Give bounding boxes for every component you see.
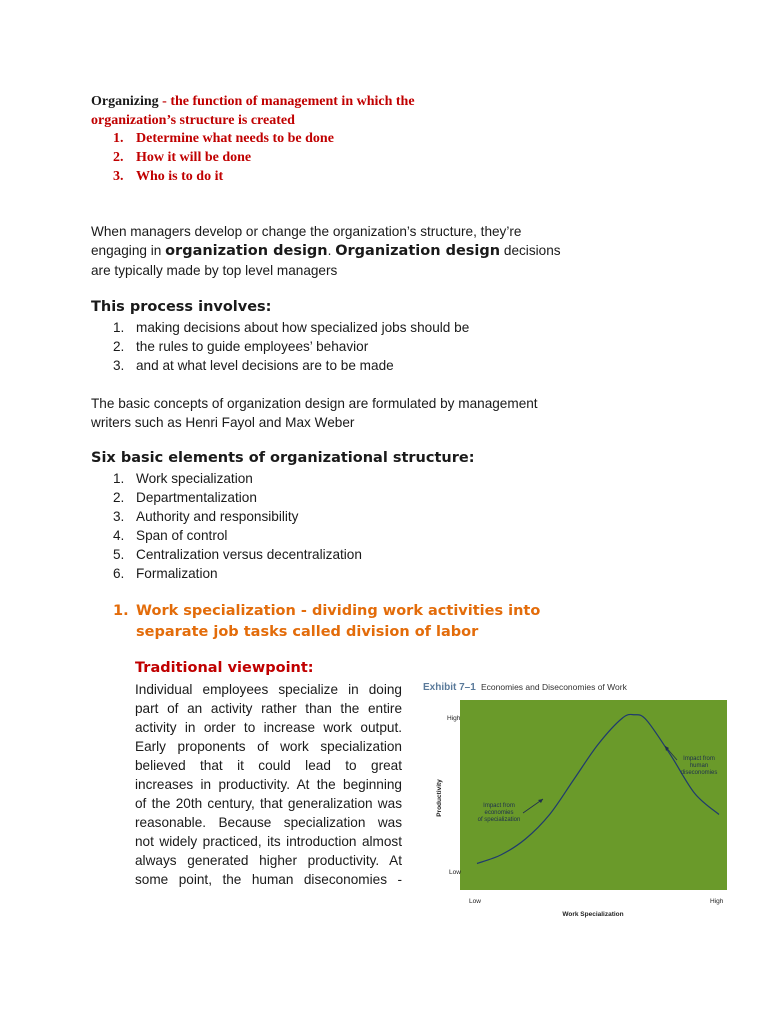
list-number: 1.: [113, 131, 124, 146]
list-item: [113, 545, 513, 564]
list-text: Centralization versus decentralization: [136, 547, 362, 562]
design-term2: Organization design: [335, 243, 501, 259]
paragraph-line: some point, the human diseconomies -: [135, 872, 402, 887]
list-number: 2.: [113, 339, 125, 354]
design-paragraph: [91, 222, 571, 280]
chart-title: Economies and Diseconomies of Work: [481, 682, 627, 692]
design-line2-post: decisions: [500, 243, 561, 258]
list-item: [113, 129, 513, 148]
organizing-definition: [91, 92, 415, 130]
organizing-term: Organizing: [91, 94, 159, 109]
list-text: Determine what needs to be done: [136, 131, 334, 146]
list-text: How it will be done: [136, 150, 252, 165]
list-number: 3.: [113, 509, 125, 524]
x-axis-label: Work Specialization: [562, 911, 624, 918]
list-text: Formalization: [136, 566, 218, 581]
list-item: [113, 526, 513, 545]
list-number: 5.: [113, 547, 125, 562]
plot-area: [460, 700, 727, 890]
list-item: [113, 356, 533, 375]
design-line3: are typically made by top level managers: [91, 263, 338, 278]
list-item: [113, 318, 533, 337]
paragraph-line: believed that it could lead to great: [135, 758, 402, 773]
paragraph-line: part of an activity rather than the entire: [135, 701, 402, 716]
list-text: Authority and responsibility: [136, 509, 299, 524]
design-term1: organization design: [165, 243, 328, 259]
design-line1: When managers develop or change the organization’s structure, they’re: [91, 224, 522, 239]
list-number: 2.: [113, 490, 125, 505]
list-text: Span of control: [136, 528, 228, 543]
concepts-line1: The basic concepts of organization design are formulated by management: [91, 396, 538, 411]
x-tick-label: Low: [469, 898, 481, 905]
paragraph-line: reasonable. Because specialization was: [135, 815, 402, 830]
work-spec-line1: Work specialization - dividing work activities into: [136, 603, 541, 619]
list-item: [113, 469, 513, 488]
list-number: 6.: [113, 566, 125, 581]
paragraph-line: Early proponents of work specialization: [135, 739, 402, 754]
exhibit-label: Exhibit 7–1: [423, 682, 476, 693]
list-item: [113, 167, 513, 186]
traditional-paragraph: [135, 680, 402, 889]
paragraph-line: activity in order to increase work output.: [135, 720, 402, 735]
list-item: [113, 148, 513, 167]
traditional-heading: Traditional viewpoint:: [135, 660, 314, 676]
paragraph-line: Individual employees specialize in doing: [135, 682, 402, 697]
work-spec-line2: separate job tasks called division of labor: [136, 624, 479, 640]
list-item: [113, 507, 513, 526]
elements-list: [113, 469, 513, 583]
list-text: making decisions about how specialized jobs should be: [136, 320, 470, 335]
list-item: [113, 337, 533, 356]
organizing-definition-line2: organization’s structure is created: [91, 113, 295, 128]
work-specialization-heading: [113, 601, 543, 643]
design-line2-pre: engaging in: [91, 243, 166, 258]
design-line2-mid: .: [327, 243, 336, 258]
paragraph-line: of the 20th century, that generalization was: [135, 796, 402, 811]
annotation-diseconomies: Impact from human diseconomies: [680, 756, 718, 776]
list-text: Who is to do it: [136, 169, 224, 184]
organizing-steps: [113, 129, 513, 186]
concepts-line2: writers such as Henri Fayol and Max Weber: [91, 415, 355, 430]
paragraph-line: not widely practiced, its introduction almost: [135, 834, 402, 849]
list-text: Departmentalization: [136, 490, 257, 505]
list-number: 4.: [113, 528, 125, 543]
process-heading: This process involves:: [91, 299, 272, 315]
list-item: [113, 488, 513, 507]
concepts-paragraph: [91, 394, 581, 432]
list-text: Work specialization: [136, 471, 253, 486]
y-tick-label: High: [447, 715, 461, 722]
elements-heading: Six basic elements of organizational structure:: [91, 450, 475, 466]
y-tick-label: Low: [449, 869, 461, 876]
list-number: 1.: [113, 320, 125, 335]
list-number: 2.: [113, 150, 124, 165]
x-tick-label: High: [710, 898, 724, 905]
process-list: [113, 318, 533, 375]
list-number: 1.: [113, 471, 125, 486]
list-number: 3.: [113, 169, 124, 184]
annotation-economies: Impact from economies of specialization: [477, 803, 521, 823]
paragraph-line: increases in productivity. At the beginning: [135, 777, 402, 792]
list-text: and at what level decisions are to be made: [136, 358, 394, 373]
paragraph-line: always generated higher productivity. At: [135, 853, 402, 868]
organizing-definition-line1: - the function of management in which the: [158, 94, 415, 109]
list-number: 3.: [113, 358, 125, 373]
list-item: [113, 564, 513, 583]
list-text: the rules to guide employees’ behavior: [136, 339, 369, 354]
y-axis-label: Productivity: [436, 779, 443, 817]
exhibit-chart: [415, 676, 745, 921]
work-spec-number: 1.: [113, 603, 129, 619]
